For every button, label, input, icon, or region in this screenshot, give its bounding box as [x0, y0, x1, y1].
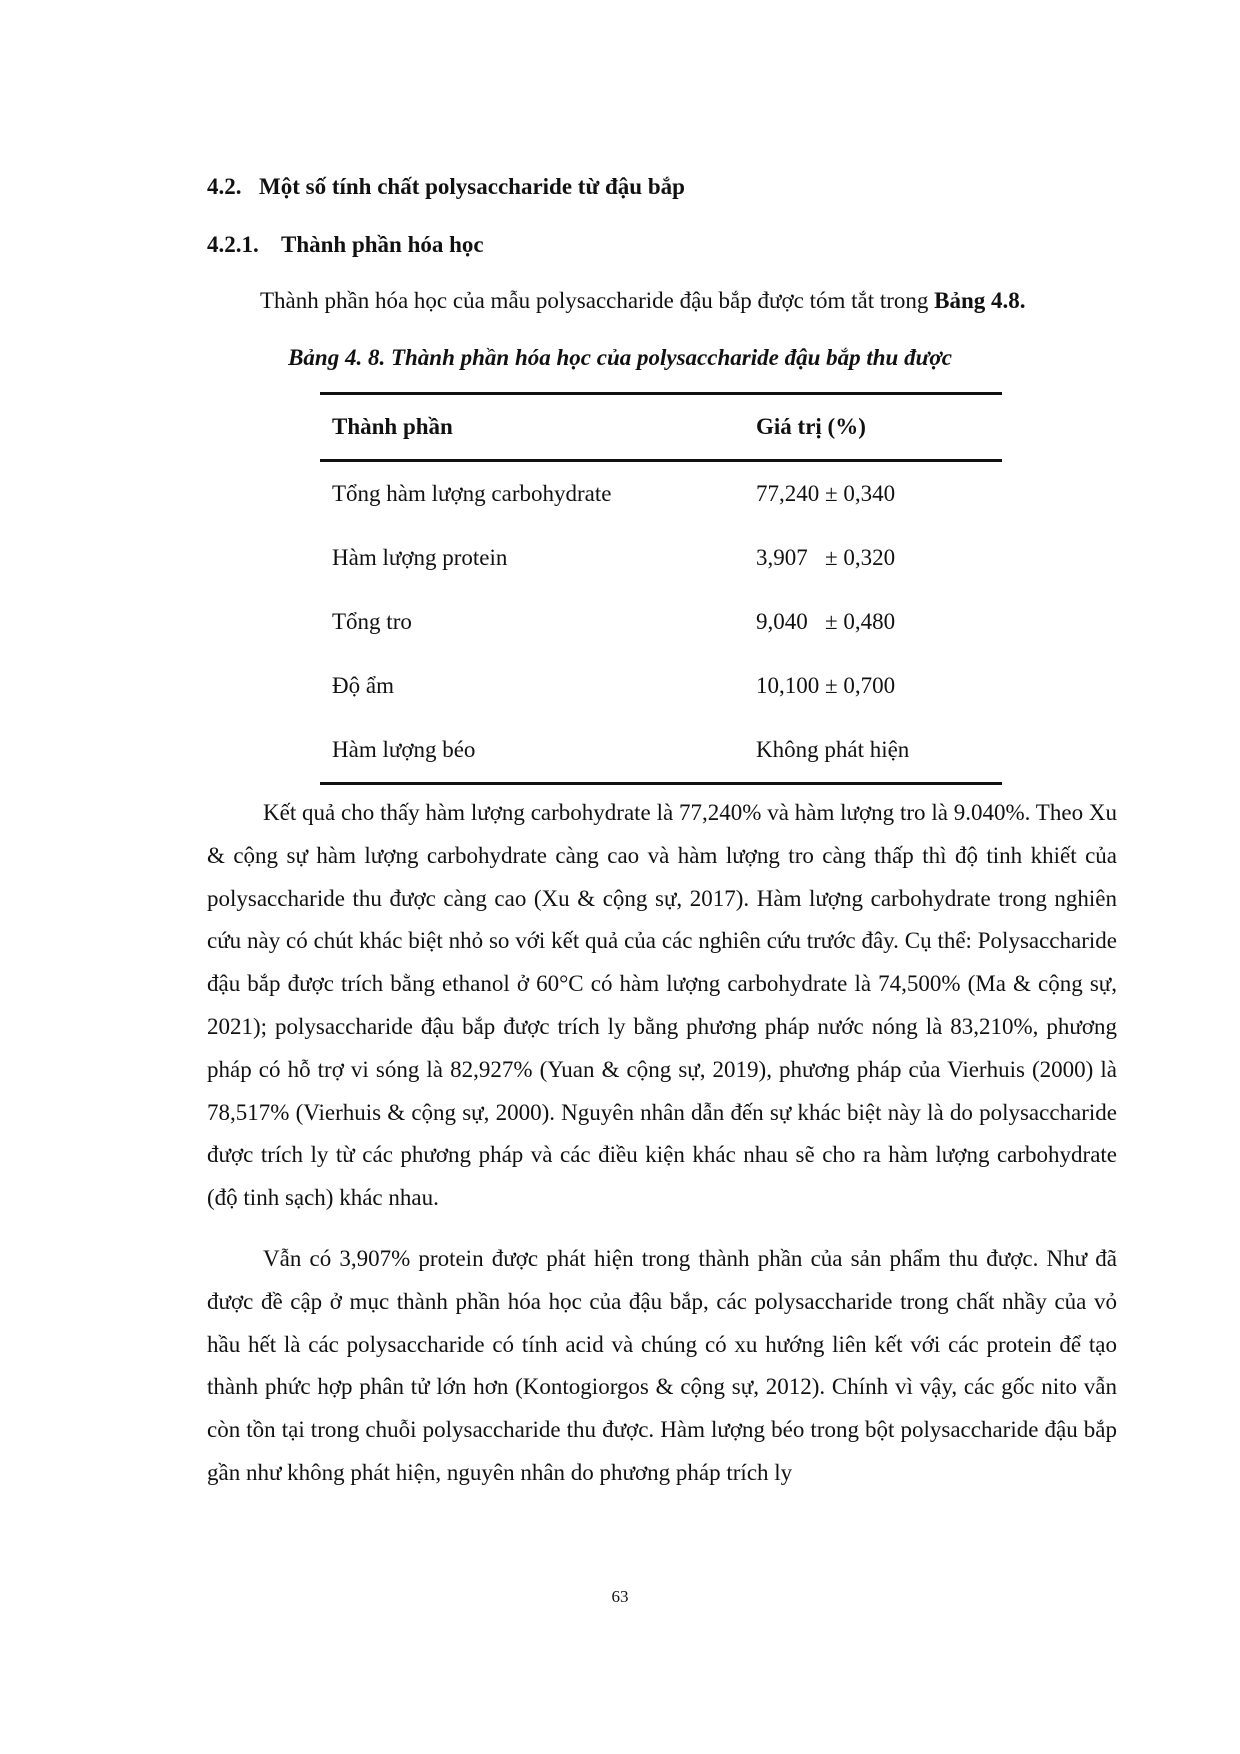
table-header-row	[320, 394, 1002, 461]
intro-sentence	[260, 288, 1026, 314]
row-value: 77,240 ± 0,340	[756, 481, 896, 506]
row-label: Tổng hàm lượng carbohydrate	[332, 481, 612, 506]
section-number: 4.2.	[207, 174, 242, 199]
header-value: Giá trị (%)	[744, 394, 1002, 461]
row-label: Độ ẩm	[332, 673, 394, 698]
paragraph-results: Kết quả cho thấy hàm lượng carbohydrate là 77,240% và hàm lượng tro là 9.040%. Theo Xu & cộng sự hàm lượng carbohydrate càng cao và hàm lượng tro càng thấp thì độ tinh khiết của polysaccharide thu được càng cao (Xu & cộng sự, 2017). Hàm lượng carbohydrate trong nghiên cứu này có chút khác biệt nhỏ so với kết quả của các nghiên cứu trước đây. Cụ thể: Polysaccharide đậu bắp được trích bằng ethanol ở 60°C có hàm lượng carbohydrate là 74,500% (Ma & cộng sự, 2021); polysaccharide đậu bắp được trích ly bằng phương pháp nước nóng là 83,210%, phương pháp có hỗ trợ vi sóng là 82,927% (Yuan & cộng sự, 2019), phương pháp của Vierhuis (2000) là 78,517% (Vierhuis & cộng sự, 2000). Nguyên nhân dẫn đến sự khác biệt này là do polysaccharide được trích ly từ các phương pháp và các điều kiện khác nhau sẽ cho ra hàm lượng carbohydrate (độ tinh sạch) khác nhau.	[207, 800, 1117, 1211]
table-row	[320, 718, 1002, 784]
subsection-heading	[207, 232, 484, 258]
table-caption: Bảng 4. 8. Thành phần hóa học của polysaccharide đậu bắp thu được	[288, 345, 952, 370]
composition-table	[320, 392, 1002, 785]
paragraph-protein: Vẫn có 3,907% protein được phát hiện trong thành phần của sản phẩm thu được. Như đã được đề cập ở mục thành phần hóa học của đậu bắp, các polysaccharide trong chất nhầy của vỏ hầu hết là các polysaccharide có tính acid và chúng có xu hướng liên kết với các protein để tạo thành phức hợp phân tử lớn hơn (Kontogiorgos & cộng sự, 2012). Chính vì vậy, các gốc nito vẫn còn tồn tại trong chuỗi polysaccharide thu được. Hàm lượng béo trong bột polysaccharide đậu bắp gần như không phát hiện, nguyên nhân do phương pháp trích ly	[207, 1246, 1117, 1485]
subsection-title: Thành phần hóa học	[281, 232, 484, 257]
table-row	[320, 590, 1002, 654]
intro-text: Thành phần hóa học của mẫu polysaccharide đậu bắp được tóm tắt trong	[260, 288, 935, 313]
row-label: Hàm lượng protein	[332, 545, 508, 570]
row-value: 10,100 ± 0,700	[756, 673, 896, 698]
section-heading	[207, 174, 685, 200]
row-label: Tổng tro	[332, 609, 412, 634]
header-component: Thành phần	[320, 394, 744, 461]
row-value: 9,040 ± 0,480	[756, 609, 896, 634]
table-reference: Bảng 4.8.	[934, 288, 1026, 313]
table-row	[320, 654, 1002, 718]
subsection-number: 4.2.1.	[207, 232, 259, 257]
row-value: Không phát hiện	[744, 718, 1002, 784]
table-row	[320, 461, 1002, 527]
section-title: Một số tính chất polysaccharide từ đậu bắp	[259, 174, 685, 199]
table-row	[320, 526, 1002, 590]
page-number: 63	[611, 1587, 629, 1606]
row-label: Hàm lượng béo	[320, 718, 744, 784]
row-value: 3,907 ± 0,320	[756, 545, 896, 570]
